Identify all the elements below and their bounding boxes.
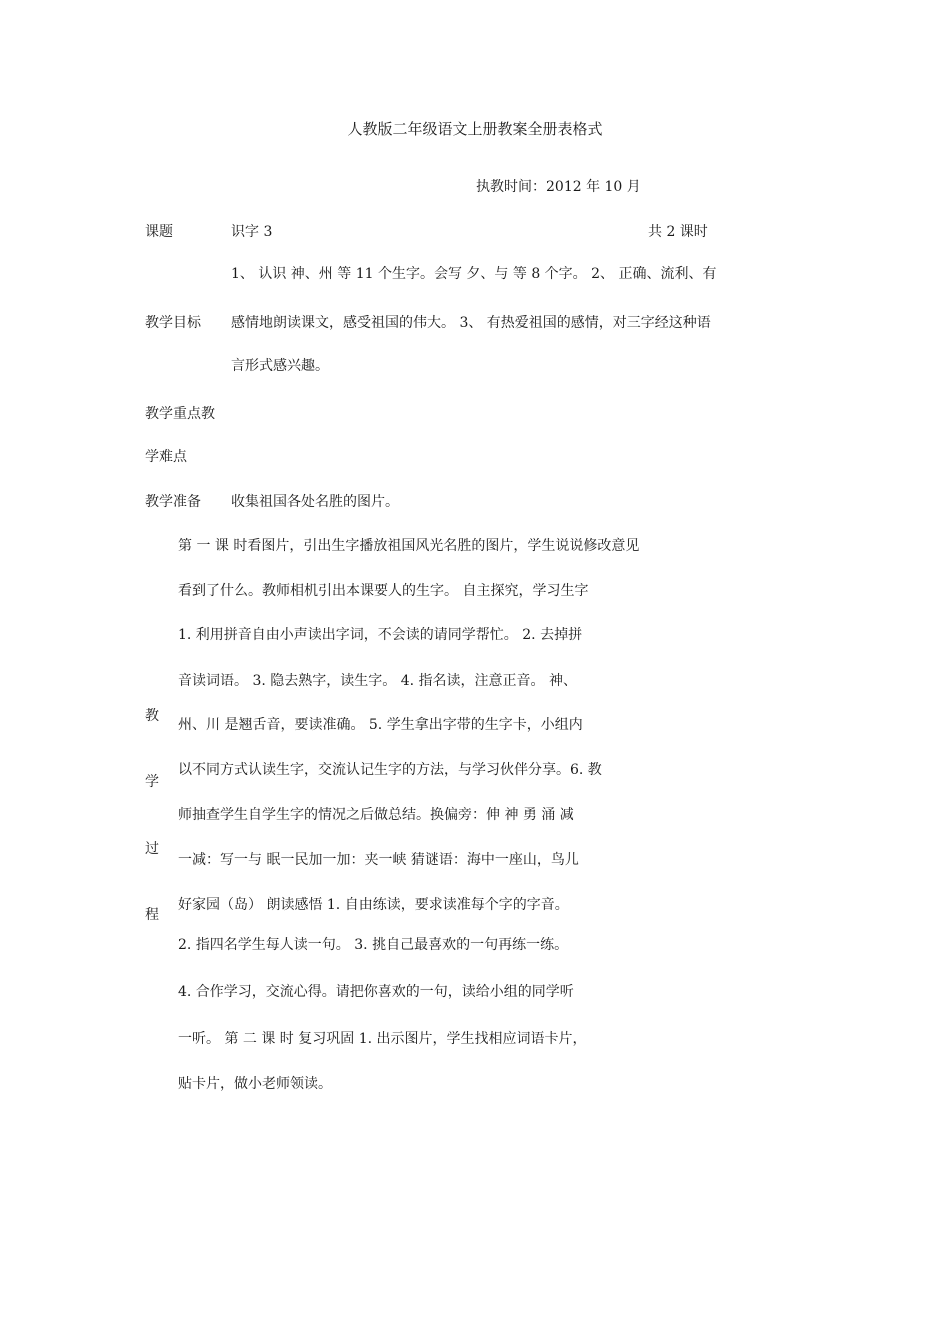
goals-line: 言形式感兴趣。: [231, 358, 329, 374]
goals-line: 感情地朗读课文，感受祖国的伟大。 3、 有热爱祖国的感情，对三字经这种语: [231, 315, 711, 331]
process-line: 好家园（岛） 朗读感悟 1. 自由练读，要求读准每个字的字音。: [178, 897, 569, 913]
process-line: 州、川 是翘舌音，要读准确。 5. 学生拿出字带的生字卡，小组内: [178, 717, 583, 733]
teaching-time: 执教时间：2012 年 10 月: [476, 179, 641, 195]
key-points-label-cont: 学难点: [145, 449, 187, 465]
process-line: 一听。 第 二 课 时 复习巩固 1. 出示图片，学生找相应词语卡片，: [178, 1031, 587, 1047]
key-points-label: 教学重点教: [145, 406, 215, 422]
topic-label: 课题: [145, 224, 173, 240]
process-line: 2. 指四名学生每人读一句。 3. 挑自己最喜欢的一句再练一练。: [178, 937, 569, 953]
process-line: 第 一 课 时看图片，引出生字播放祖国风光名胜的图片，学生说说修改意见: [178, 538, 640, 554]
process-line: 贴卡片，做小老师领读。: [178, 1076, 332, 1092]
process-line: 以不同方式认读生字，交流认记生字的方法，与学习伙伴分享。6. 教: [178, 762, 602, 778]
process-label-char: 教: [145, 708, 159, 724]
preparation-value: 收集祖国各处名胜的图片。: [231, 494, 399, 510]
topic-value: 识字 3: [231, 224, 273, 240]
goals-line: 1、 认识 神、州 等 11 个生字。会写 夕、与 等 8 个字。 2、 正确、流利、有: [231, 266, 717, 282]
process-line: 师抽查学生自学生字的情况之后做总结。换偏旁：伸 神 勇 涌 减: [178, 807, 574, 823]
process-line: 4. 合作学习，交流心得。请把你喜欢的一句，读给小组的同学听: [178, 984, 574, 1000]
process-label-char: 程: [145, 907, 159, 923]
process-line: 1. 利用拼音自由小声读出字词，不会读的请同学帮忙。 2. 去掉拼: [178, 627, 583, 643]
preparation-label: 教学准备: [145, 494, 201, 510]
process-line: 看到了什么。教师相机引出本课要人的生字。 自主探究，学习生字: [178, 583, 589, 599]
process-line: 音读词语。 3. 隐去熟字，读生字。 4. 指名读，注意正音。 神、: [178, 673, 577, 689]
goals-label: 教学目标: [145, 315, 201, 331]
process-label-char: 学: [145, 774, 159, 790]
document-title: 人教版二年级语文上册教案全册表格式: [347, 120, 603, 138]
process-line: 一减：写一与 眠一民加一加：夹一峡 猜谜语：海中一座山，鸟儿: [178, 852, 579, 868]
process-label-char: 过: [145, 841, 159, 857]
topic-hours: 共 2 课时: [648, 224, 708, 240]
